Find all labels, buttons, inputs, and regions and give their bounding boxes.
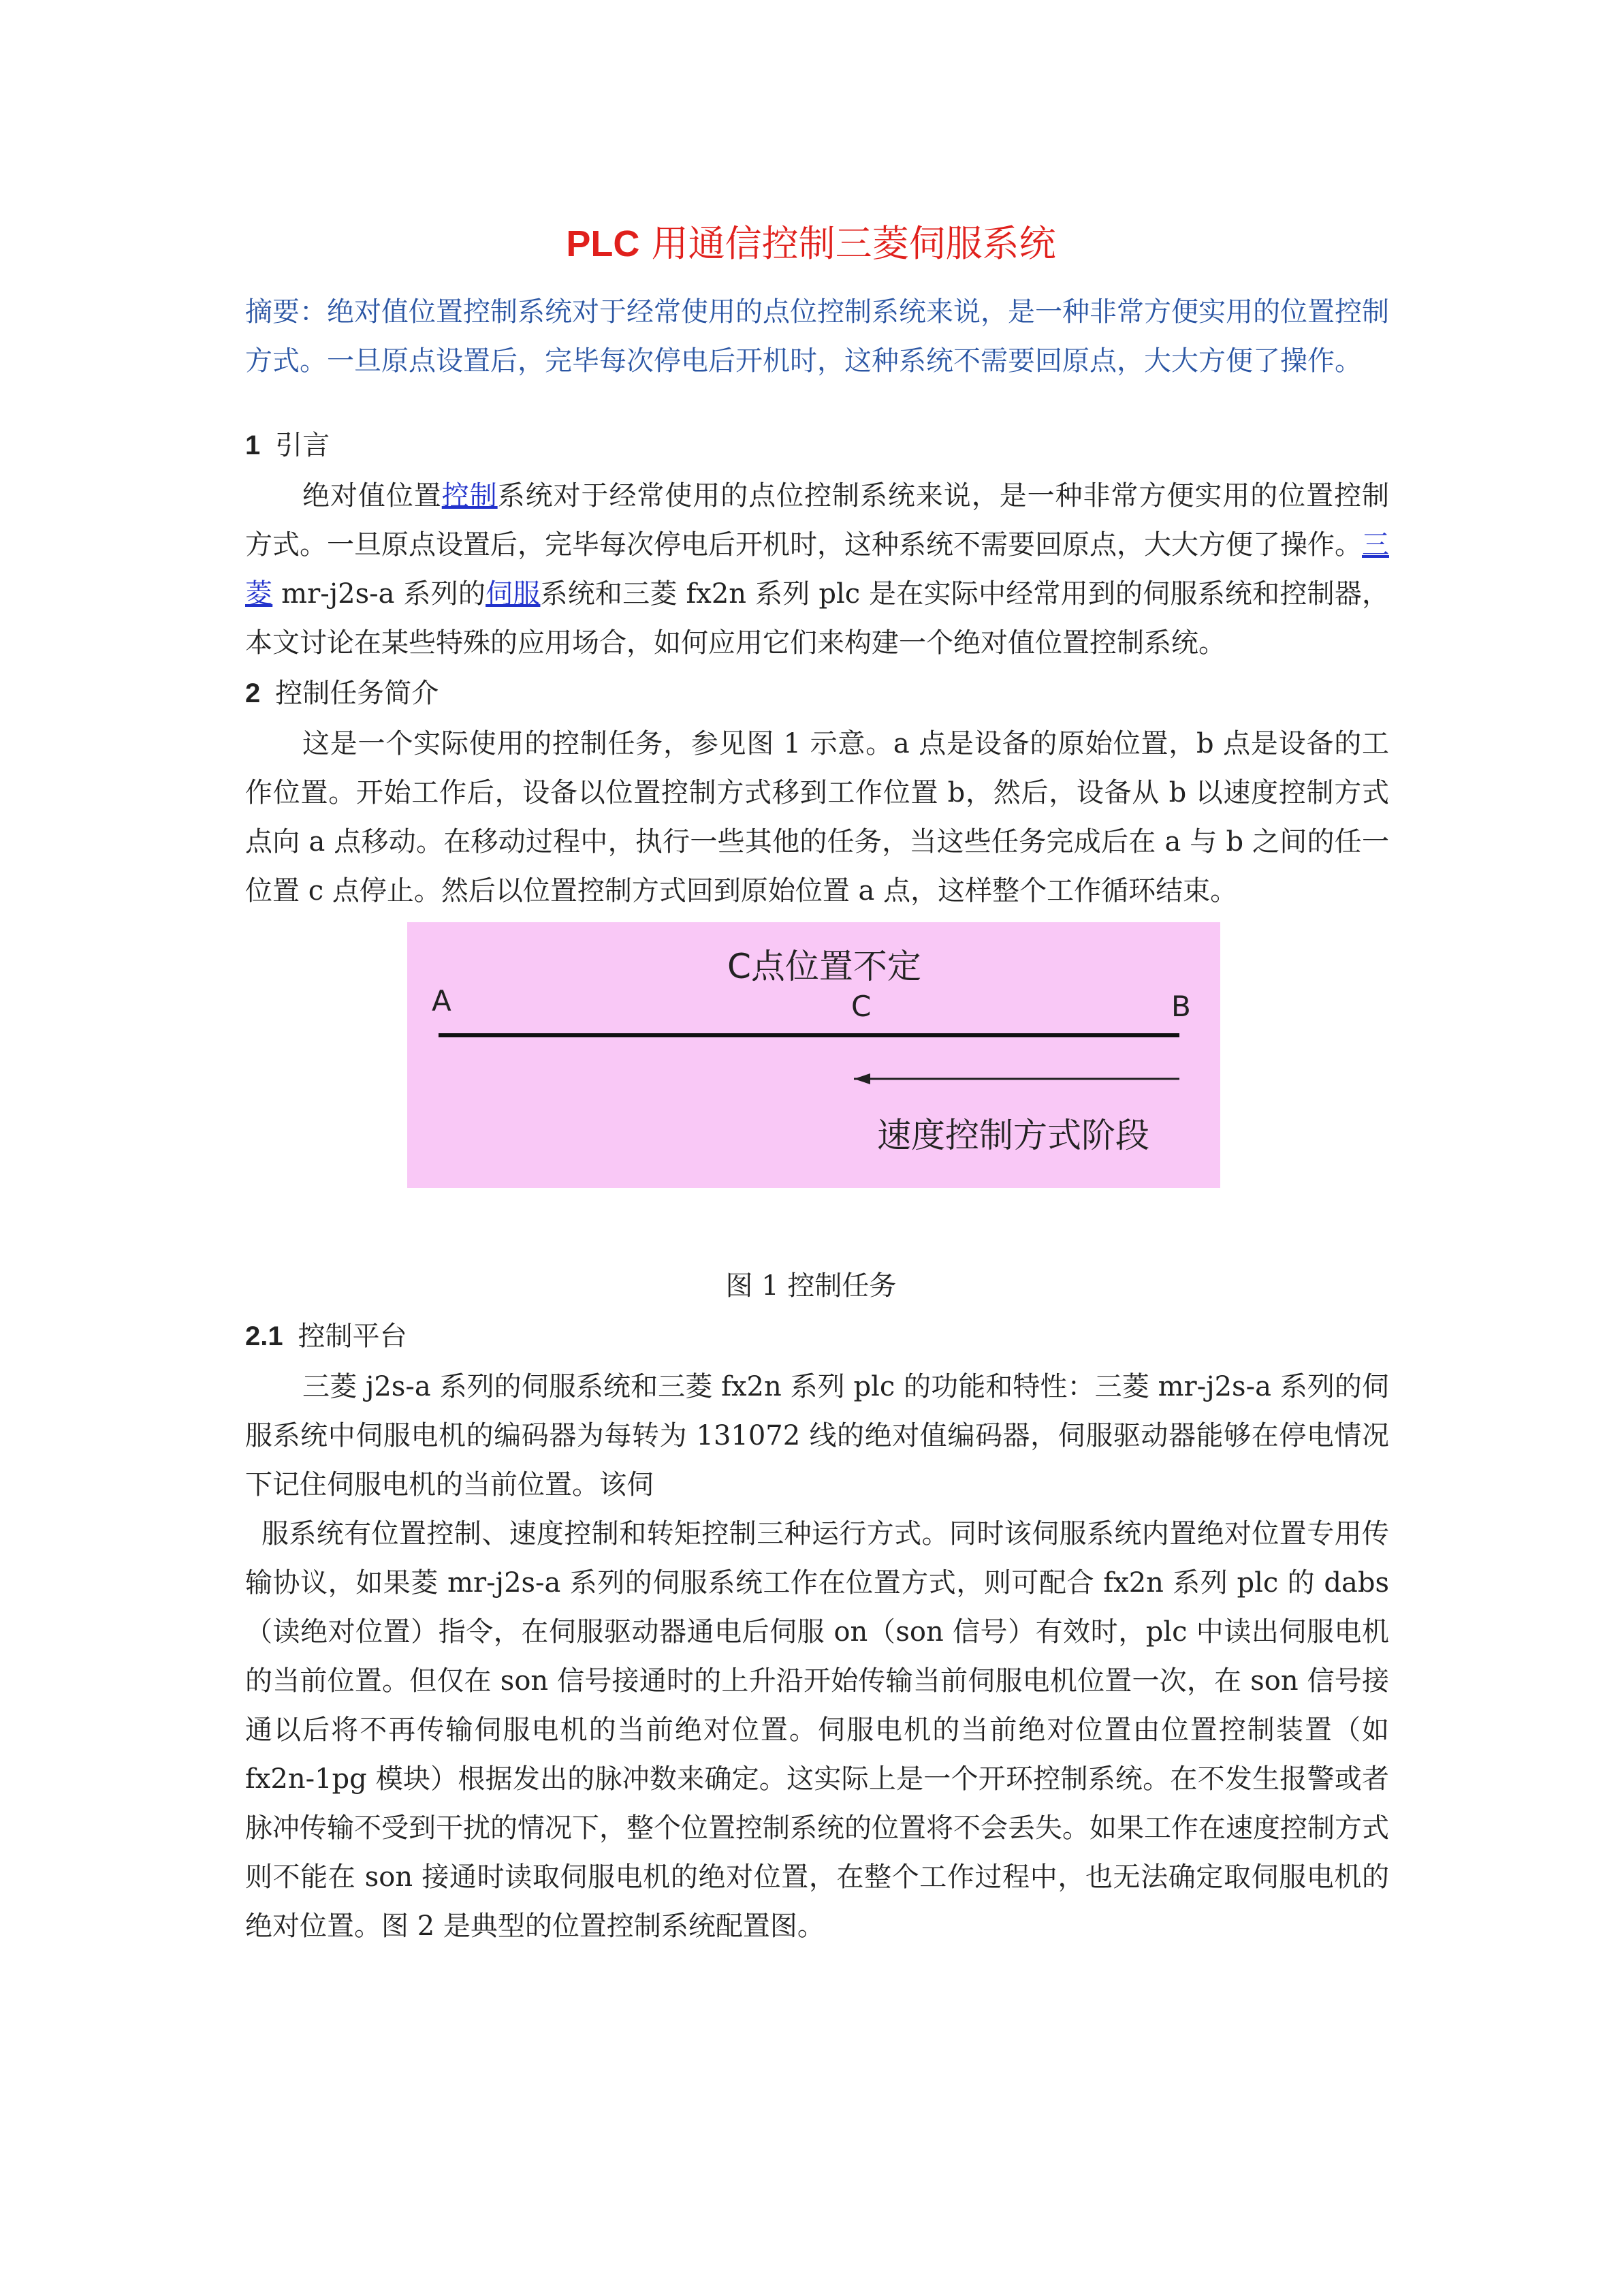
arrow-left-icon: [854, 1073, 870, 1084]
section-2-1-heading: [245, 1312, 407, 1361]
figure-1-caption: 图 1 控制任务: [725, 1270, 897, 1302]
link-mitsubishi[interactable]: 三菱: [245, 529, 1389, 610]
section-2-title: 控制任务简介: [275, 678, 439, 709]
figure-label-speed-phase: 速度控制方式阶段: [877, 1116, 1149, 1155]
section-1-title: 引言: [275, 430, 330, 461]
text-run: 系统对于经常使用的点位控制系统来说，是一种非常方便实用的位置控制方式。一旦原点设置后，完毕每次停电后开机时，这种系统不需要回原点，大大方便了操作。: [245, 480, 1390, 561]
figure-1-svg: [407, 922, 1220, 1188]
section-2-1-number: 2.1: [245, 1321, 283, 1351]
section-2-heading: [245, 669, 439, 718]
section-2-paragraph: 这是一个实际使用的控制任务，参见图 1 示意。a 点是设备的原始位置，b 点是设备的工作位置。开始工作后，设备以位置控制方式移到工作位置 b，然后，设备从 b 以速度控制方式点向 a 点移动。在移动过程中，执行一些其他的任务，当这些任务完成后在 a 与 b 之间的任一位置 c 点停止。然后以位置控制方式回到原始位置 a 点，这样整个工作循环结束。: [245, 728, 1389, 907]
link-control[interactable]: 控制: [441, 480, 498, 512]
section-2-1-paragraph-2: 服系统有位置控制、速度控制和转矩控制三种运行方式。同时该伺服系统内置绝对位置专用传输协议，如果菱 mr-j2s-a 系列的伺服系统工作在位置方式，则可配合 fx2n 系列 plc 的 dabs（读绝对位置）指令，在伺服驱动器通电后伺服 on（son 信号）有效时，plc 中读出伺服电机的当前位置。但仅在 son 信号接通时的上升沿开始传输当前伺服电机位置一次，在 son 信号接通以后将不再传输伺服电机的当前绝对位置。伺服电机的当前绝对位置由位置控制装置（如 fx2n-1pg 模块）根据发出的脉冲数来确定。这实际上是一个开环控制系统。在不发生报警或者脉冲传输不受到干扰的情况下，整个位置控制系统的位置将不会丢失。如果工作在速度控制方式则不能在 son 接通时读取伺服电机的绝对位置，在整个工作过程中，也无法确定取伺服电机的绝对位置。图 2 是典型的位置控制系统配置图。: [245, 1518, 1389, 1942]
figure-label-c: C: [851, 990, 872, 1023]
section-2-1-paragraph-1: 三菱 j2s-a 系列的伺服系统和三菱 fx2n 系列 plc 的功能和特性：三菱 mr-j2s-a 系列的伺服系统中伺服电机的编码器为每转为 131072 线的绝对值编码器，伺服驱动器能够在停电情况下记住伺服电机的当前位置。该伺: [245, 1371, 1389, 1500]
abstract-paragraph: 摘要：绝对值位置控制系统对于经常使用的点位控制系统来说，是一种非常方便实用的位置控制方式。一旦原点设置后，完毕每次停电后开机时，这种系统不需要回原点，大大方便了操作。: [245, 296, 1389, 377]
section-2-1-title: 控制平台: [298, 1321, 407, 1352]
section-1-number: 1: [245, 430, 261, 460]
section-2-number: 2: [245, 678, 261, 708]
section-1-heading: [245, 421, 330, 470]
text-run: mr-j2s-a 系列的: [272, 578, 486, 610]
figure-label-c-uncertain: C点位置不定: [727, 947, 921, 986]
text-run: 系统和三菱 fx2n 系列 plc 是在实际中经常用到的伺服系统和控制器，本文讨论在某些特殊的应用场合，如何应用它们来构建一个绝对值位置控制系统。: [245, 578, 1390, 659]
figure-1-diagram: [407, 922, 1220, 1188]
document-title: [0, 217, 1622, 271]
text-run: 绝对值位置: [302, 480, 442, 512]
title-rest: 用通信控制三菱伺服系统: [639, 222, 1056, 265]
figure-label-a: A: [432, 984, 451, 1018]
figure-label-b: B: [1171, 990, 1191, 1023]
title-latin: PLC: [566, 223, 640, 264]
link-servo[interactable]: 伺服: [486, 578, 541, 610]
section-1-paragraph: [245, 471, 1389, 667]
